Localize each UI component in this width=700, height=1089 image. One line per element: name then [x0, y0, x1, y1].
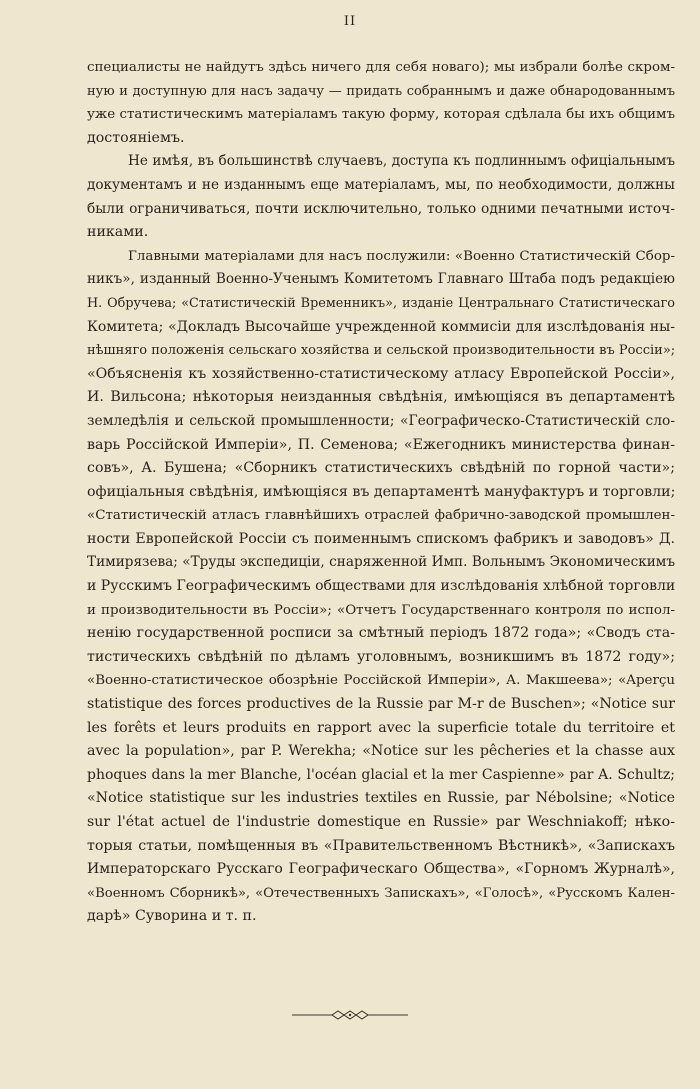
text-line: никъ», изданный Военно-Ученымъ Комитетомъ Главнаго Штаба подъ редакціею — [87, 271, 675, 288]
text-line: avec la population», par P. Werekha; «Notice sur les pêcheries et la chasse aux — [87, 743, 675, 760]
text-line: les forêts et leurs produits en rapport avec la superficie totale du territoire et — [87, 719, 675, 736]
text-line: нѣшняго положенія сельскаго хозяйства и сельской производительности въ Россіи»; — [87, 343, 676, 359]
text-line: «Военно-статистическое обозрѣніе Россійской Имперіи», А. Макшеева»; «Aperçu — [87, 673, 675, 689]
text-line: И. Вильсона; нѣкоторыя неизданныя свѣдѣнія, имѣющіяся въ департаментѣ — [87, 389, 675, 406]
text-line: офиціальныя свѣдѣнія, имѣющіяся въ департаментѣ мануфактуръ и торговли; — [87, 483, 676, 500]
body-text — [87, 56, 675, 929]
paragraph-3 — [87, 245, 675, 929]
text-line: «Notice statistique sur les industries textiles en Russie, par Nébolsine; «Notice — [87, 790, 675, 807]
text-line: были ограничиваться, почти исключительно, только одними печатными источ- — [87, 200, 675, 217]
text-line: земледѣлія и сельской промышленности; «Географическо-Статистическій сло- — [87, 412, 675, 429]
text-line: «Объясненія къ хозяйственно-статистическому атласу Европейской Россіи», — [87, 365, 675, 382]
text-line: Главными матеріалами для насъ послужили: «Военно Статистическій Сбор- — [128, 248, 675, 264]
text-line: и Русскимъ Географическимъ обществами для изслѣдованія хлѣбной торговли — [87, 578, 676, 595]
text-line: документамъ и не изданнымъ еще матеріаламъ, мы, по необходимости, должны — [87, 176, 675, 193]
text-line: дарѣ» Суворина и т. п. — [87, 908, 257, 925]
text-line: Императорскаго Русскаго Географическаго Общества», «Горномъ Журналѣ», — [87, 861, 675, 878]
text-line: Комитета; «Докладъ Высочайше учрежденной коммисіи для изслѣдованія ны- — [87, 318, 675, 335]
text-line: торыя статьи, помѣщенныя въ «Правительственномъ Вѣстникѣ», «Запискахъ — [87, 837, 675, 854]
text-line: «Статистическій атласъ главнѣйшихъ отраслей фабрично-заводской промышлен- — [87, 508, 675, 524]
text-line: «Военномъ Сборникѣ», «Отечественныхъ Запискахъ», «Голосѣ», «Русскомъ Кален- — [87, 885, 675, 901]
text-line: ности Европейской Россіи съ поименнымъ спискомъ фабрикъ и заводовъ» Д. — [87, 530, 675, 547]
text-line: statistique des forces productives de la Russie par M-r de Buschen»; «Notice sur — [87, 696, 675, 713]
text-line: ную и доступную для насъ задачу — придать собраннымъ и даже обнародованнымъ — [87, 83, 675, 99]
text-line: Тимирязева; «Труды экспедиціи, снаряженной Имп. Вольнымъ Экономическимъ — [87, 554, 675, 571]
text-line: достояніемъ. — [87, 129, 185, 146]
text-line: специалисты не найдутъ здѣсь ничего для себя новаго); мы избрали болѣе скром- — [87, 60, 675, 75]
page-number: II — [343, 14, 357, 29]
text-line: Н. Обручева; «Статистическій Временникъ», изданіе Центральнаго Статистическаго — [87, 295, 675, 311]
ornament-divider-icon — [290, 1009, 410, 1021]
text-line: ненію государственной росписи за смѣтный періодъ 1872 года»; «Сводъ ста- — [87, 625, 675, 642]
text-line: phoques dans la mer Blanche, l'océan glacial et la mer Caspienne» par A. Schultz; — [87, 766, 675, 783]
text-line: уже статистическимъ матеріаламъ такую форму, которая сдѣлала бы ихъ общимъ — [87, 107, 675, 123]
text-line: Не имѣя, въ большинствѣ случаевъ, доступа къ подлиннымъ офиціальнымъ — [128, 153, 675, 170]
text-line: варь Россійской Имперіи», П. Семенова; «Ежегодникъ министерства финан- — [87, 436, 675, 453]
text-line: совъ», А. Бушена; «Сборникъ статистическихъ свѣдѣній по горной части»; — [87, 460, 675, 477]
text-line: никами. — [87, 224, 149, 241]
text-line: sur l'état actuel de l'industrie domestique en Russie» par Weschniakoff; нѣко- — [87, 814, 675, 830]
ornament-divider — [0, 1009, 700, 1021]
text-line: тистическихъ свѣдѣній по дѣламъ уголовнымъ, возникшимъ въ 1872 году»; — [87, 648, 675, 665]
text-line: и производительности въ Россіи»; «Отчетъ Государственнаго контроля по испол- — [87, 602, 675, 618]
paragraph-2 — [87, 150, 675, 244]
paragraph-1 — [87, 56, 675, 150]
